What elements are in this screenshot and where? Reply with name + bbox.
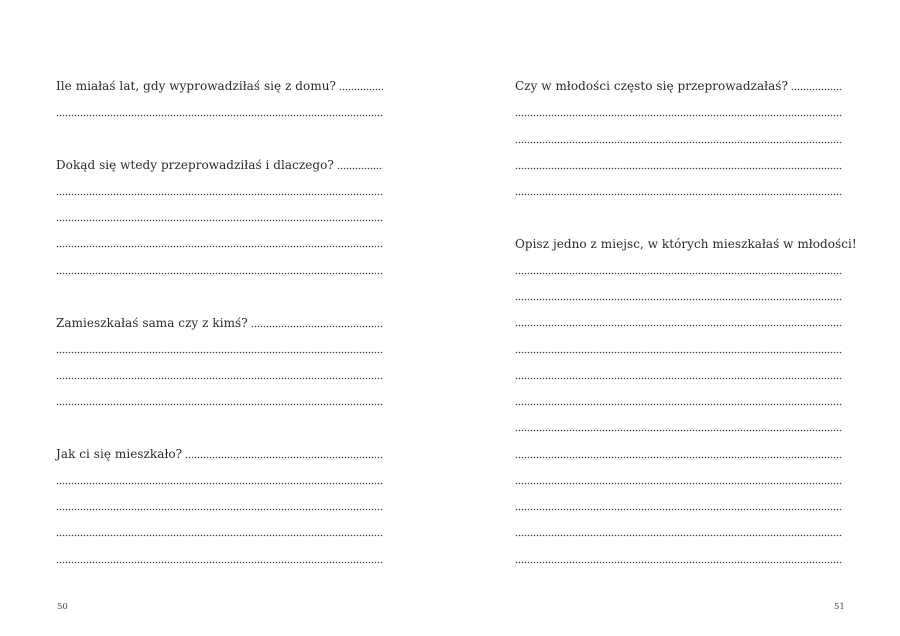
answer-line[interactable] [515,523,842,539]
question-line [56,156,383,172]
answer-line[interactable] [56,523,383,539]
answer-line[interactable] [515,182,842,198]
answer-line[interactable] [515,392,842,408]
question-line [56,445,383,461]
question-text: Zamieszkałaś sama czy z kimś? [56,316,248,330]
answer-dotted-line[interactable] [185,456,383,459]
question-line [56,314,383,330]
answer-line[interactable] [515,103,842,119]
question-line [56,77,383,93]
answer-line[interactable] [56,182,383,198]
page-number-left: 50 [57,602,68,612]
answer-dotted-line[interactable] [791,88,842,91]
answer-line[interactable] [515,340,842,356]
answer-line[interactable] [56,550,383,566]
answer-line[interactable] [515,313,842,329]
question-line [515,235,857,251]
answer-line[interactable] [515,550,842,566]
answer-line[interactable] [56,471,383,487]
question-text: Czy w młodości często się przeprowadzałaś? [515,79,788,93]
answer-dotted-line[interactable] [339,88,383,91]
answer-line[interactable] [515,445,842,461]
answer-line[interactable] [515,497,842,513]
answer-line[interactable] [56,497,383,513]
page-number-right: 51 [834,602,845,612]
question-text: Dokąd się wtedy przeprowadziłaś i dlaczego? [56,158,334,172]
question-text: Jak ci się mieszkało? [56,447,183,461]
answer-line[interactable] [515,287,842,303]
answer-line[interactable] [56,208,383,224]
answer-dotted-line[interactable] [337,167,383,170]
answer-line[interactable] [515,156,842,172]
right-page [515,0,857,636]
answer-dotted-line[interactable] [251,325,383,328]
answer-line[interactable] [56,340,383,356]
answer-line[interactable] [56,392,383,408]
answer-line[interactable] [56,103,383,119]
question-line [515,77,842,93]
answer-line[interactable] [56,261,383,277]
question-text: Ile miałaś lat, gdy wyprowadziłaś się z domu? [56,79,337,93]
answer-line[interactable] [515,261,842,277]
answer-line[interactable] [515,130,842,146]
answer-line[interactable] [56,234,383,250]
left-page [56,0,383,636]
answer-line[interactable] [515,471,842,487]
answer-line[interactable] [56,366,383,382]
answer-line[interactable] [515,418,842,434]
answer-line[interactable] [515,366,842,382]
question-text: Opisz jedno z miejsc, w których mieszkałaś w młodości! [515,237,857,251]
